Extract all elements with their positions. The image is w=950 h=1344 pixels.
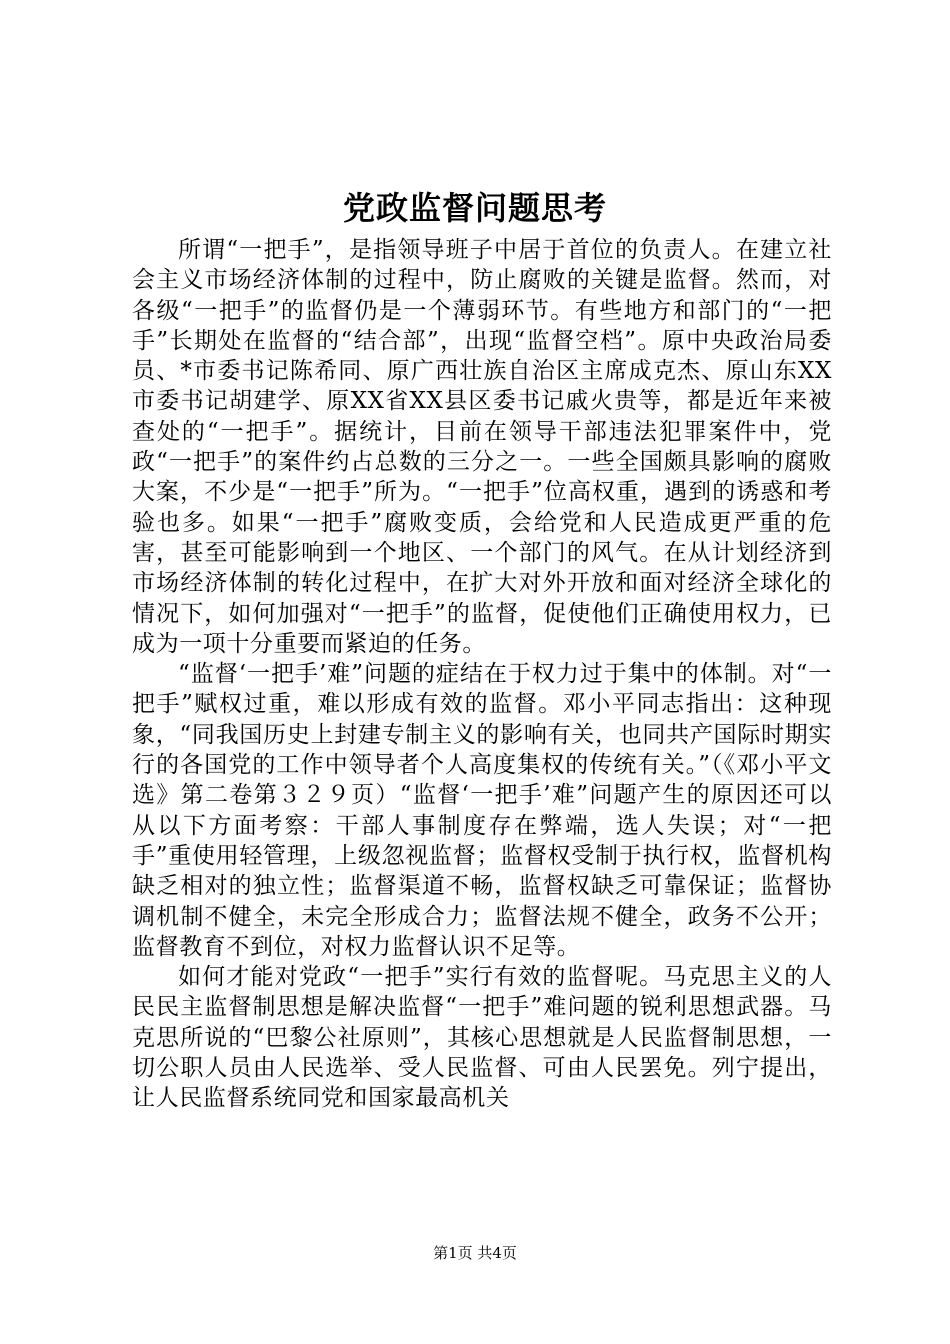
document-title: 党政监督问题思考 bbox=[342, 189, 607, 227]
paragraph-1: 所谓“一把手”，是指领导班子中居于首位的负责人。在建立社会主义市场经济体制的过程中，防止腐败的关键是监督。然而，对各级“一把手”的监督仍是一个薄弱环节。有些地方和部门的“一把手”长期处在监督的“结合部”，出现“监督空档”。原中央政治局委员、*市委书记陈希同、原广西壮族自治区主席成克杰、原山东XX市委书记胡建学、原XX省XX县区委书记戚火贵等，都是近年来被查处的“一把手”。据统计，目前在领导干部违法犯罪案件中，党政“一把手”的案件约占总数的三分之一。一些全国颇具影响的腐败大案，不少是“一把手”所为。“一把手”位高权重，遇到的诱惑和考验也多。如果“一把手”腐败变质，会给党和人民造成更严重的危害，甚至可能影响到一个地区、一个部门的风气。在从计划经济到市场经济体制的转化过程中，在扩大对外开放和面对经济全球化的情况下，如何加强对“一把手”的监督，促使他们正确使用权力，已成为一项十分重要而紧迫的任务。 bbox=[132, 237, 832, 657]
page-footer: 第1页 共4页 bbox=[433, 1244, 517, 1262]
paragraph-2: “监督‘一把手’难”问题的症结在于权力过于集中的体制。对“一把手”赋权过重，难以形成有效的监督。邓小平同志指出：这种现象，“同我国历史上封建专制主义的影响有关，也同共产国际时期实行的各国党的工作中领导者个人高度集权的传统有关。”（《邓小平文选》第二卷第３２９页）“监督‘一把手’难”问题产生的原因还可以从以下方面考察：干部人事制度存在弊端，选人失误；对“一把手”重使用轻管理，上级忽视监督；监督权受制于执行权，监督机构缺乏相对的独立性；监督渠道不畅，监督权缺乏可靠保证；监督协调机制不健全，未完全形成合力；监督法规不健全，政务不公开；监督教育不到位，对权力监督认识不足等。 bbox=[132, 661, 832, 960]
document-body bbox=[132, 235, 832, 1114]
paragraph-3: 如何才能对党政“一把手”实行有效的监督呢。马克思主义的人民民主监督制思想是解决监督“一把手”难问题的锐利思想武器。马克思所说的“巴黎公社原则”，其核心思想就是人民监督制思想，一切公职人员由人民选举、受人民监督、可由人民罢免。列宁提出，让人民监督系统同党和国家最高机关 bbox=[132, 964, 832, 1112]
